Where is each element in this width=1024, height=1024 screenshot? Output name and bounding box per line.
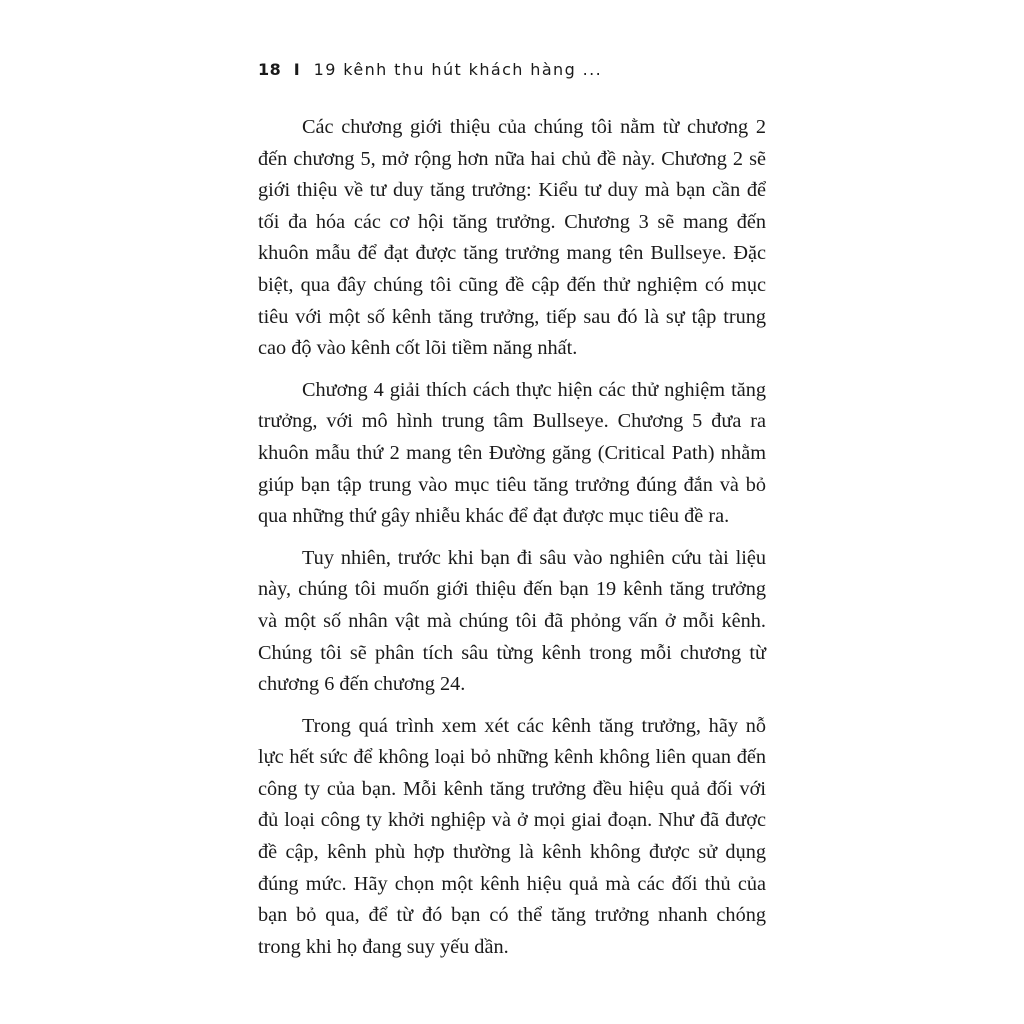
- body-text: [258, 112, 766, 973]
- running-header: [258, 60, 602, 79]
- header-separator: I: [293, 60, 302, 79]
- paragraph: Các chương giới thiệu của chúng tôi nằm từ chương 2 đến chương 5, mở rộng hơn nữa hai chủ đề này. Chương 2 sẽ giới thiệu về tư duy tăng trưởng: Kiểu tư duy mà bạn cần để tối đa hóa các cơ hội tăng trưởng. Chương 3 sẽ mang đến khuôn mẫu để đạt được tăng trưởng mang tên Bullseye. Đặc biệt, qua đây chúng tôi cũng đề cập đến thử nghiệm có mục tiêu với một số kênh tăng trưởng, tiếp sau đó là sự tập trung cao độ vào kênh cốt lõi tiềm năng nhất.: [258, 116, 766, 360]
- paragraph: Trong quá trình xem xét các kênh tăng trưởng, hãy nỗ lực hết sức để không loại bỏ những kênh không liên quan đến công ty của bạn. Mỗi kênh tăng trưởng đều hiệu quả đối với đủ loại công ty khởi nghiệp và ở mọi giai đoạn. Như đã được đề cập, kênh phù hợp thường là kênh không được sử dụng đúng mức. Hãy chọn một kênh hiệu quả mà các đối thủ của bạn bỏ qua, để từ đó bạn có thể tăng trưởng nhanh chóng trong khi họ đang suy yếu dần.: [258, 714, 766, 958]
- page-number: 18: [258, 60, 282, 79]
- paragraph: Tuy nhiên, trước khi bạn đi sâu vào nghiên cứu tài liệu này, chúng tôi muốn giới thiệu đến bạn 19 kênh tăng trưởng và một số nhân vật mà chúng tôi đã phỏng vấn ở mỗi kênh. Chúng tôi sẽ phân tích sâu từng kênh trong mỗi chương từ chương 6 đến chương 24.: [258, 546, 766, 696]
- paragraph: Chương 4 giải thích cách thực hiện các thử nghiệm tăng trưởng, với mô hình trung tâm Bullseye. Chương 5 đưa ra khuôn mẫu thứ 2 mang tên Đường găng (Critical Path) nhằm giúp bạn tập trung vào mục tiêu tăng trưởng đúng đắn và bỏ qua những thứ gây nhiễu khác để đạt được mục tiêu đề ra.: [258, 378, 766, 528]
- running-title: 19 kênh thu hút khách hàng ...: [313, 60, 603, 79]
